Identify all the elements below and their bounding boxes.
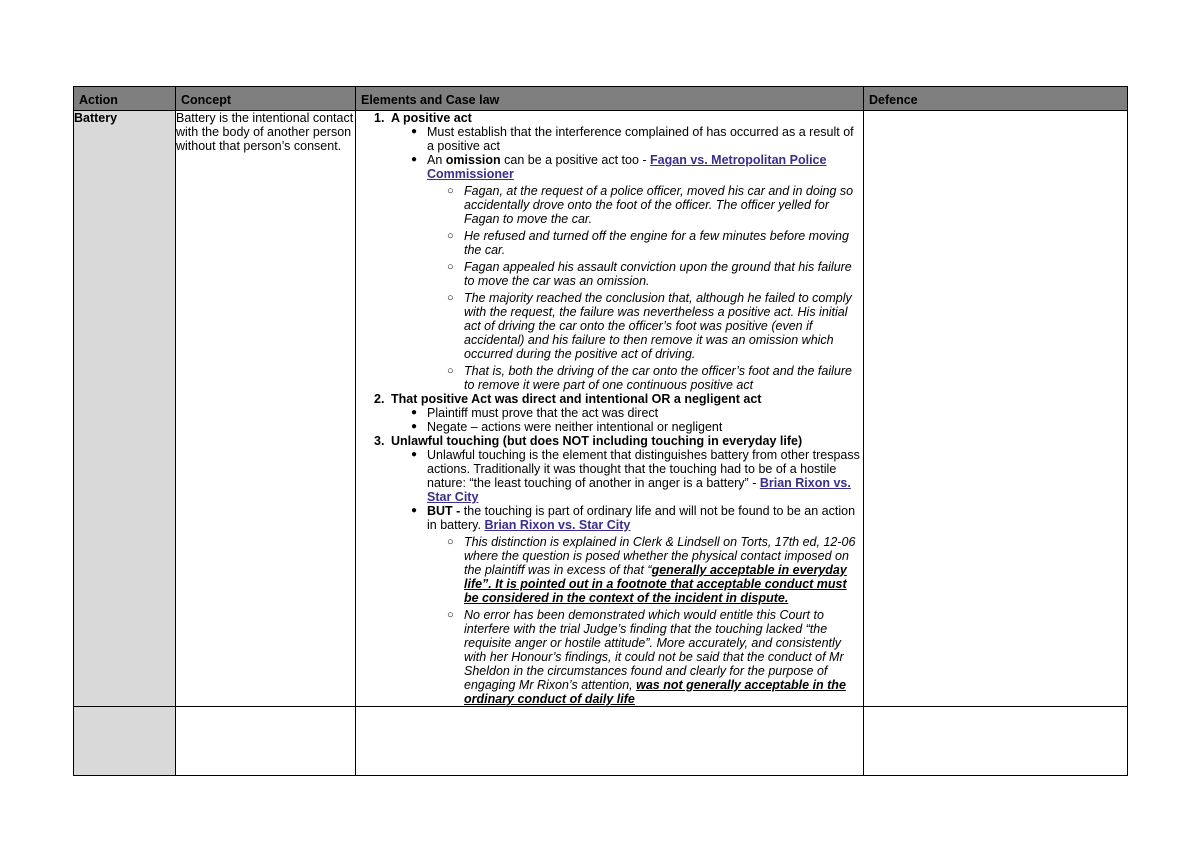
list-item: ● BUT - the touching is part of ordinary life and will not be found to be an action in battery. Brian Rixon vs. Star City xyxy=(411,504,856,532)
list-item: ● Must establish that the interference complained of has occurred as a result of a positive act xyxy=(411,125,854,153)
element-item-1: 1. A positive act xyxy=(374,111,472,125)
list-item: ○ Fagan, at the request of a police officer, moved his car and in doing so accidentally drove onto the foot of the officer. The officer yelled for Fagan to move the car. xyxy=(447,184,854,226)
tort-table xyxy=(73,86,1128,776)
list-item: ○ The majority reached the conclusion that, although he failed to comply with the request, the failure was nevertheless a positive act. His initial act of driving the car onto the officer’s foot was positive (even if accidental) and his failure to then remove it was an omission which occurred during the positive act of driving. xyxy=(447,291,852,361)
header-elements: Elements and Case law xyxy=(356,87,864,111)
battery-row xyxy=(74,111,1128,707)
element-item-2: 2. That positive Act was direct and intentional OR a negligent act xyxy=(374,392,762,406)
case-link-rixon[interactable]: Brian Rixon vs. Star City xyxy=(484,518,631,532)
action-cell: Battery xyxy=(74,111,176,707)
empty-action-cell xyxy=(74,707,176,776)
list-item: ○ He refused and turned off the engine for a few minutes before moving the car. xyxy=(447,229,849,257)
list-item: ○ No error has been demonstrated which would entitle this Court to interfere with the trial Judge’s finding that the touching lacked “the requisite anger or hostile attitude”. More accurately, and consistently with her Honour’s findings, it could not be said that the conduct of Mr Sheldon in the circumstances found and clearly for the purpose of engaging Mr Rixon’s attention, was not generally acceptable in the ordinary conduct of daily life xyxy=(447,608,846,706)
concept-cell: Battery is the intentional contact with the body of another person without that person’s consent. xyxy=(176,111,356,707)
header-row xyxy=(74,87,1128,111)
empty-concept-cell xyxy=(176,707,356,776)
empty-defence-cell xyxy=(864,707,1128,776)
list-item: ○ Fagan appealed his assault conviction upon the ground that his failure to move the car was an omission. xyxy=(447,260,852,288)
element-item-3: 3. Unlawful touching (but does NOT including touching in everyday life) xyxy=(374,434,803,448)
list-item: ○ That is, both the driving of the car onto the officer’s foot and the failure to remove it were part of one continuous positive act xyxy=(447,364,852,392)
list-item: ○ This distinction is explained in Clerk & Lindsell on Torts, 17th ed, 12-06 where the question is posed whether the physical contact imposed on the plaintiff was in excess of that “generally acceptable in everyday life”. It is pointed out in a footnote that acceptable conduct must be considered in the context of the incident in dispute. xyxy=(447,535,856,605)
empty-elements-cell xyxy=(356,707,864,776)
header-defence: Defence xyxy=(864,87,1128,111)
empty-row xyxy=(74,707,1128,776)
defence-cell xyxy=(864,111,1128,707)
list-item: ● Negate – actions were neither intentional or negligent xyxy=(411,420,723,434)
elements-list xyxy=(356,111,863,706)
elements-cell xyxy=(356,111,864,707)
list-item: ● An omission can be a positive act too - Fagan vs. Metropolitan Police Commissioner xyxy=(411,153,827,181)
header-concept: Concept xyxy=(176,87,356,111)
case-link-rixon[interactable]: Brian Rixon vs. Star City xyxy=(427,476,851,504)
case-link-fagan[interactable]: Fagan vs. Metropolitan Police Commissioner xyxy=(427,153,827,181)
list-item: ● Unlawful touching is the element that distinguishes battery from other trespass actions. Traditionally it was thought that the touching had to be of a hostile nature: “the least touching of another in anger is a battery” - Brian Rixon vs. Star City xyxy=(411,448,860,504)
list-item: ● Plaintiff must prove that the act was direct xyxy=(411,406,659,420)
header-action: Action xyxy=(74,87,176,111)
